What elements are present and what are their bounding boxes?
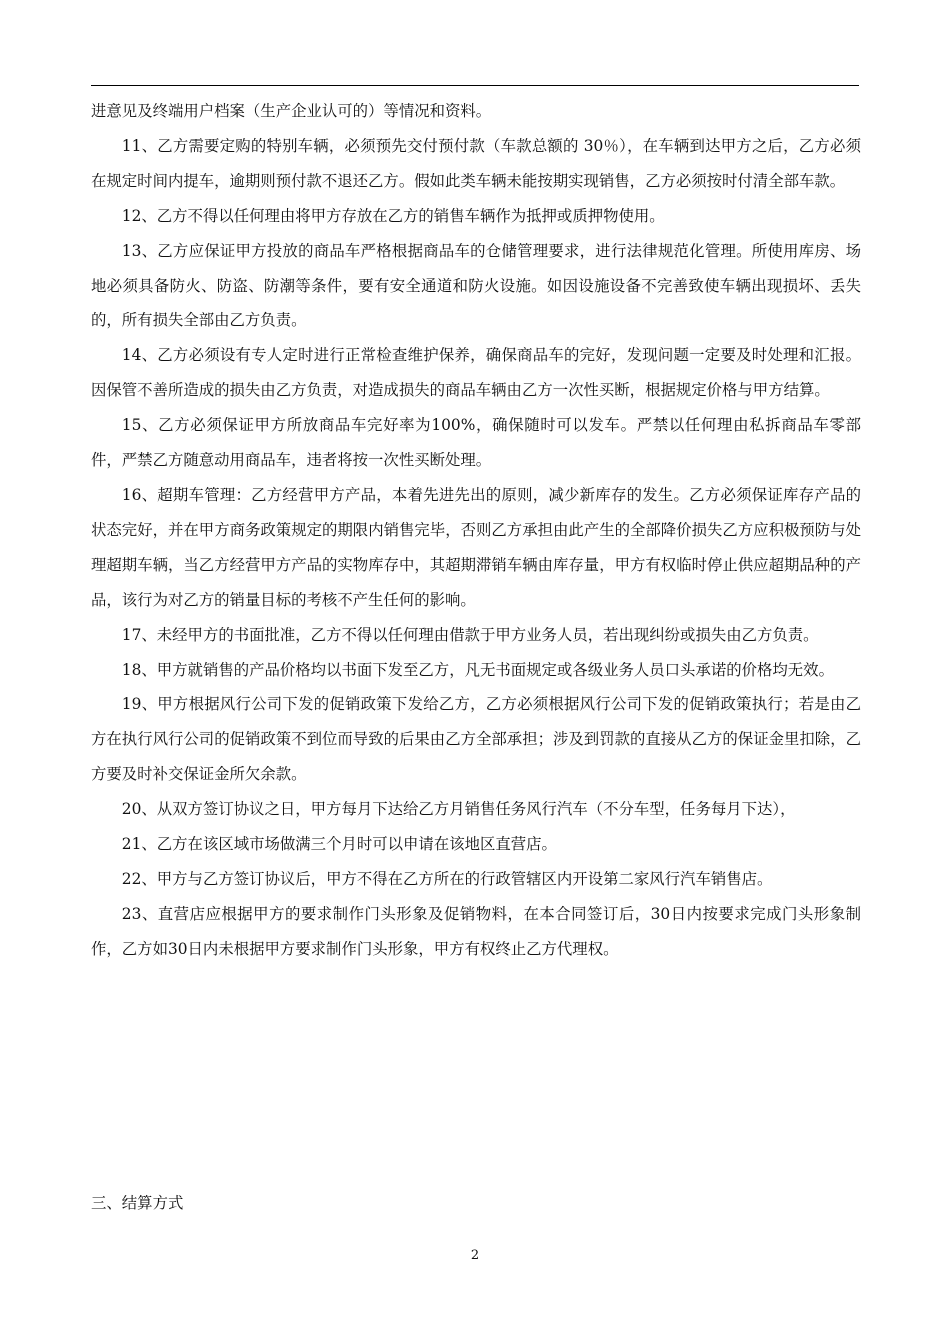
clause-14: 14、乙方必须设有专人定时进行正常检查维护保养，确保商品车的完好，发现问题一定要及时处理和汇报。因保管不善所造成的损失由乙方负责，对造成损失的商品车辆由乙方一次性买断，根据规定价格与甲方结算。 — [91, 346, 861, 400]
clause-23: 23、直营店应根据甲方的要求制作门头形象及促销物料，在本合同签订后，30日内按要求完成门头形象制作，乙方如30日内未根据甲方要求制作门头形象，甲方有权终止乙方代理权。 — [91, 904, 861, 958]
clause-21: 21、乙方在该区域市场做满三个月时可以申请在该地区直营店。 — [121, 835, 557, 854]
clause-12: 12、乙方不得以任何理由将甲方存放在乙方的销售车辆作为抵押或质押物使用。 — [121, 206, 665, 225]
continuation-paragraph: 进意见及终端用户档案（生产企业认可的）等情况和资料。 — [91, 102, 492, 120]
header-rule — [91, 85, 859, 86]
clause-17: 17、未经甲方的书面批准，乙方不得以任何理由借款于甲方业务人员，若出现纠纷或损失由乙方负责。 — [121, 625, 819, 644]
clause-13: 13、乙方应保证甲方投放的商品车严格根据商品车的仓储管理要求，进行法律规范化管理。所使用库房、场地必须具备防火、防盗、防潮等条件，要有安全通道和防火设施。如因设施设备不完善致使车辆出现损坏、丢失的，所有损失全部由乙方负责。 — [91, 241, 861, 330]
clause-11: 11、乙方需要定购的特别车辆，必须预先交付预付款（车款总额的 30％），在车辆到达甲方之后，乙方必须在规定时间内提车，逾期则预付款不退还乙方。假如此类车辆未能按期实现销售，乙方必须按时付清全部车款。 — [91, 136, 861, 190]
clause-15: 15、乙方必须保证甲方所放商品车完好率为100%，确保随时可以发车。严禁以任何理由私拆商品车零部件，严禁乙方随意动用商品车，违者将按一次性买断处理。 — [91, 416, 861, 470]
clause-16: 16、超期车管理：乙方经营甲方产品，本着先进先出的原则，减少新库存的发生。乙方必须保证库存产品的状态完好，并在甲方商务政策规定的期限内销售完毕，否则乙方承担由此产生的全部降价损失乙方应积极预防与处理超期车辆，当乙方经营甲方产品的实物库存中，其超期滞销车辆由库存量，甲方有权临时停止供应超期品种的产品，该行为对乙方的销量目标的考核不产生任何的影响。 — [91, 485, 861, 609]
clause-20: 20、从双方签订协议之日，甲方每月下达给乙方月销售任务风行汽车（不分车型，任务每月下达）， — [121, 800, 796, 819]
clause-19: 19、甲方根据风行公司下发的促销政策下发给乙方，乙方必须根据风行公司下发的促销政策执行；若是由乙方在执行风行公司的促销政策不到位而导致的后果由乙方全部承担；涉及到罚款的直接从乙方的保证金里扣除，乙方要及时补交保证金所欠余款。 — [91, 695, 861, 784]
document-body — [91, 94, 861, 967]
clause-22: 22、甲方与乙方签订协议后，甲方不得在乙方所在的行政管辖区内开设第二家风行汽车销售店。 — [121, 869, 773, 888]
clause-18: 18、甲方就销售的产品价格均以书面下发至乙方，凡无书面规定或各级业务人员口头承诺的价格均无效。 — [121, 660, 834, 679]
section-heading: 三、结算方式 — [91, 1194, 184, 1212]
page-number: 2 — [470, 1248, 480, 1263]
